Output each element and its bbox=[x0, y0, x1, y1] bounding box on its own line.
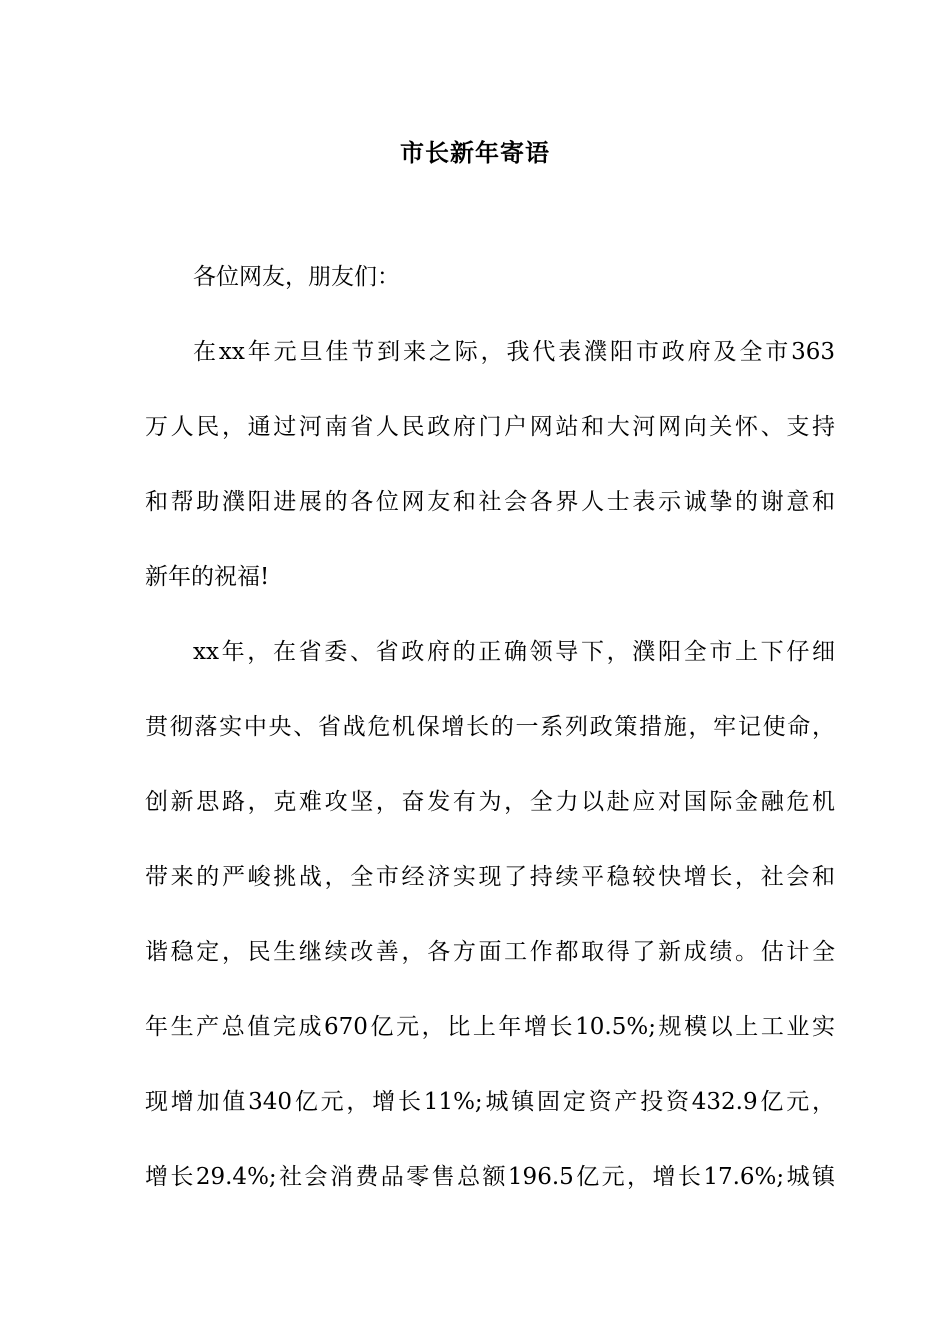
document-title: 市长新年寄语 bbox=[400, 138, 550, 167]
paragraph-1 bbox=[145, 315, 835, 615]
paragraph-line: 带来的严峻挑战，全市经济实现了持续平稳较快增长，社会和 bbox=[145, 864, 835, 890]
paragraph-line: 谐稳定，民生继续改善，各方面工作都取得了新成绩。估计全 bbox=[145, 939, 835, 965]
paragraph-line: 和帮助濮阳进展的各位网友和社会各界人士表示诚挚的谢意和 bbox=[145, 489, 835, 515]
paragraph-line: 在xx年元旦佳节到来之际，我代表濮阳市政府及全市363 bbox=[193, 339, 835, 365]
salutation-block bbox=[145, 240, 835, 315]
paragraph-line: 增长29.4%;社会消费品零售总额196.5亿元，增长17.6%;城镇 bbox=[145, 1164, 835, 1190]
salutation: 各位网友，朋友们： bbox=[193, 264, 400, 290]
paragraph-line: 万人民，通过河南省人民政府门户网站和大河网向关怀、支持 bbox=[145, 414, 835, 440]
paragraph-line: 现增加值340亿元，增长11%;城镇固定资产投资432.9亿元， bbox=[145, 1089, 835, 1115]
paragraph-line: 贯彻落实中央、省战危机保增长的一系列政策措施，牢记使命， bbox=[145, 714, 835, 740]
paragraph-line: 年生产总值完成670亿元，比上年增长10.5%;规模以上工业实 bbox=[145, 1014, 835, 1040]
paragraph-line: xx年，在省委、省政府的正确领导下，濮阳全市上下仔细 bbox=[193, 639, 835, 665]
paragraph-line: 新年的祝福! bbox=[145, 564, 270, 590]
paragraph-line: 创新思路，克难攻坚，奋发有为，全力以赴应对国际金融危机 bbox=[145, 789, 835, 815]
paragraph-2 bbox=[145, 615, 835, 1215]
